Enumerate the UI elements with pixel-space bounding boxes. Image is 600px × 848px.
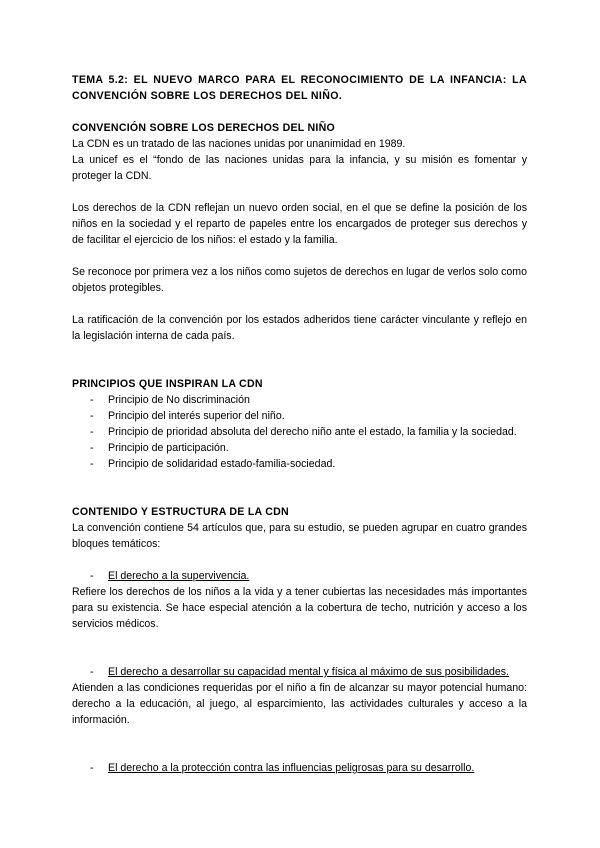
paragraph-sujetos-derechos: Se reconoce por primera vez a los niños como sujetos de derechos en lugar de verlos solo como objetos protegibles.: [72, 266, 527, 294]
list-item: - Principio de prioridad absoluta del derecho niño ante el estado, la familia y la sociedad.: [72, 424, 527, 440]
page-content: [72, 72, 527, 776]
block-title-list: [72, 664, 527, 680]
section-heading-contenido: CONTENIDO Y ESTRUCTURA DE LA CDN: [72, 506, 289, 518]
section-heading-principios: PRINCIPIOS QUE INSPIRAN LA CDN: [72, 378, 263, 390]
list-item: - Principio del interés superior del niño.: [72, 408, 527, 424]
block-title-proteccion: - El derecho a la protección contra las influencias peligrosas para su desarrollo.: [72, 760, 527, 776]
paragraph-desarrollo: Atienden a las condiciones requeridas por el niño a fin de alcanzar su mayor potencial humano: derecho a la educación, al juego, al esparcimiento, las actividades culturales y acceso a la información.: [72, 682, 527, 726]
paragraph-ratificacion: La ratificación de la convención por los estados adheridos tiene carácter vinculante y reflejo en la legislación interna de cada país.: [72, 314, 527, 342]
list-item: - Principio de participación.: [72, 440, 527, 456]
paragraph-unicef: La unicef es el “fondo de las naciones unidas para la infancia, y su misión es fomentar y proteger la CDN.: [72, 154, 527, 182]
list-item: - Principio de No discriminación: [72, 392, 527, 408]
list-item: - Principio de solidaridad estado-familia-sociedad.: [72, 456, 527, 472]
paragraph-cdn-tratado: La CDN es un tratado de las naciones unidas por unanimidad en 1989.: [72, 138, 406, 150]
block-title-desarrollo: - El derecho a desarrollar su capacidad mental y física al máximo de sus posibilidades.: [72, 664, 527, 680]
paragraph-supervivencia: Refiere los derechos de los niños a la vida y a tener cubiertas las necesidades más importantes para su existencia. Se hace especial atención a la cobertura de techo, nutrición y acceso a los servicios médicos.: [72, 586, 527, 630]
paragraph-derechos-orden-social: Los derechos de la CDN reflejan un nuevo orden social, en el que se define la posición de los niños en la sociedad y el reparto de papeles entre los encargados de proteger sus derechos y de facilitar el ejercicio de los niños: el estado y la familia.: [72, 202, 527, 246]
principles-list: [72, 392, 527, 472]
block-title-list: [72, 568, 527, 584]
block-title-list: [72, 760, 527, 776]
section-heading-convencion: CONVENCIÓN SOBRE LOS DERECHOS DEL NIÑO: [72, 122, 335, 134]
document-title: TEMA 5.2: EL NUEVO MARCO PARA EL RECONOCIMIENTO DE LA INFANCIA: LA CONVENCIÓN SOBRE LOS DERECHOS DEL NIÑO.: [72, 74, 527, 102]
paragraph-contenido-intro: La convención contiene 54 artículos que, para su estudio, se pueden agrupar en cuatro grandes bloques temáticos:: [72, 522, 527, 550]
block-title-supervivencia: - El derecho a la supervivencia.: [72, 568, 527, 584]
